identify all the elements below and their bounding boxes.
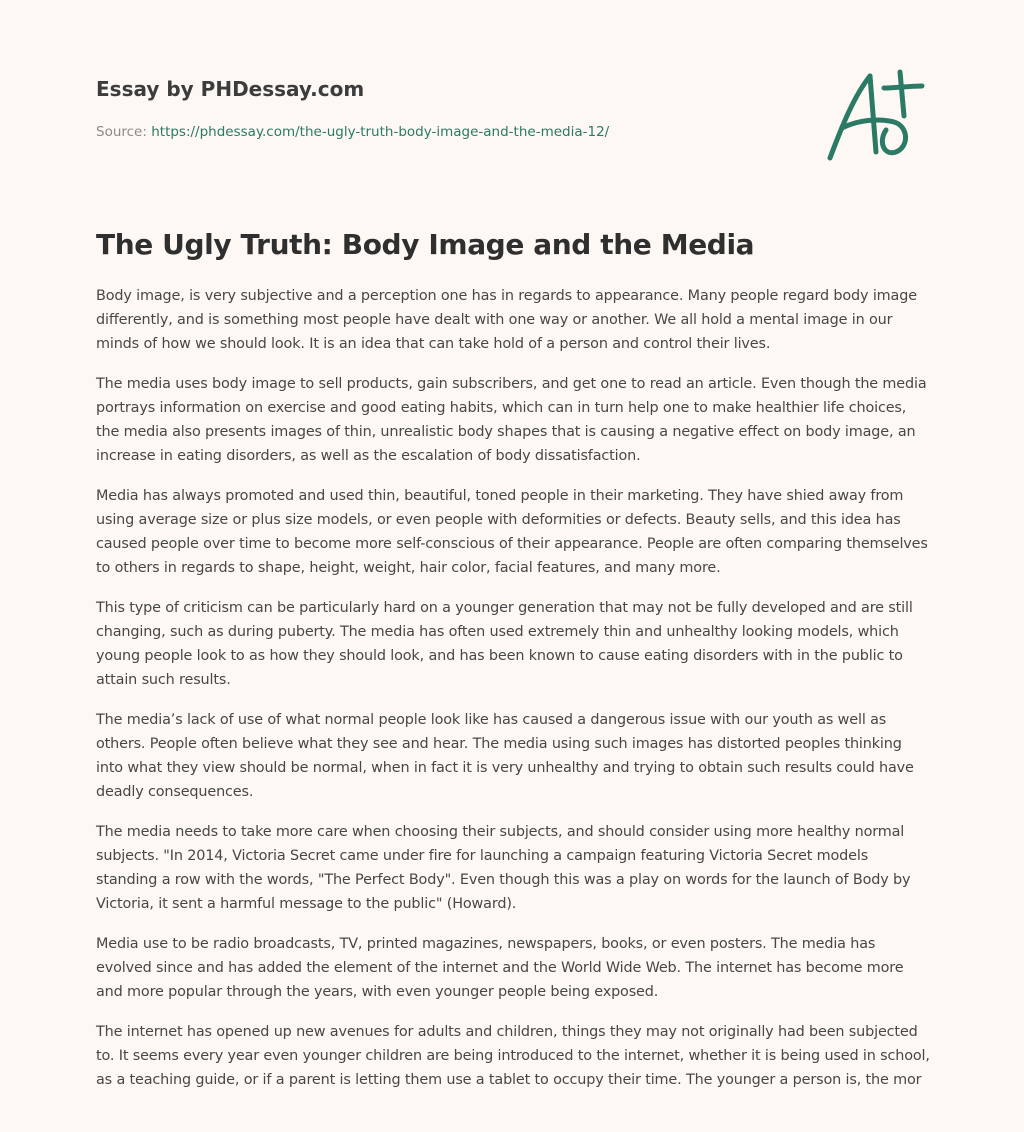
essay-paragraph: The media needs to take more care when choosing their subjects, and should consider using more healthy normal subjects. "In 2014, Victoria Secret came under fire for launching a campaign featuring Victoria Secret models standing a row with the words, "The Perfect Body". Even though this was a play on words for the launch of Body by Victoria, it sent a harmful message to the public" (Howard). <box>96 824 911 912</box>
source-line <box>96 122 796 142</box>
essay-body <box>96 284 930 1108</box>
a-plus-logo-icon <box>820 66 930 166</box>
essay-paragraph: The media uses body image to sell products, gain subscribers, and get one to read an article. Even though the media portrays information on exercise and good eating habits, which can in turn help one to make healthier life choices, the media also presents images of thin, unrealistic body shapes that is causing a negative effect on body image, an increase in eating disorders, as well as the escalation of body dissatisfaction. <box>96 376 927 464</box>
essay-paragraph: This type of criticism can be particularly hard on a younger generation that may not be fully developed and are still changing, such as during puberty. The media has often used extremely thin and unhealthy looking models, which young people look to as how they should look, and has been known to cause eating disorders with in the public to attain such results. <box>96 600 913 688</box>
essay-paragraph: Media has always promoted and used thin, beautiful, toned people in their marketing. They have shied away from using average size or plus size models, or even people with deformities or defects. Beauty sells, and this idea has caused people over time to become more self-conscious of their appearance. People are often comparing themselves to others in regards to shape, height, weight, hair color, facial features, and many more. <box>96 488 928 576</box>
source-link[interactable]: https://phdessay.com/the-ugly-truth-body-image-and-the-media-12/ <box>151 124 610 140</box>
essay-paragraph: Body image, is very subjective and a perception one has in regards to appearance. Many people regard body image differently, and is something most people have dealt with one way or another. We all hold a mental image in our minds of how we should look. It is an idea that can take hold of a person and control their lives. <box>96 288 917 352</box>
source-label: Source: <box>96 124 147 140</box>
essay-paragraph: Media use to be radio broadcasts, TV, printed magazines, newspapers, books, or even posters. The media has evolved since and has added the element of the internet and the World Wide Web. The internet has become more and more popular through the years, with even younger people being exposed. <box>96 936 904 1000</box>
site-title: Essay by PHDessay.com <box>96 77 365 101</box>
essay-title: The Ugly Truth: Body Image and the Media <box>96 228 755 261</box>
essay-paragraph: The media’s lack of use of what normal people look like has caused a dangerous issue with our youth as well as others. People often believe what they see and hear. The media using such images has distorted peoples thinking into what they view should be normal, when in fact it is very unhealthy and trying to obtain such results could have deadly consequences. <box>96 712 914 800</box>
header <box>96 74 796 142</box>
essay-paragraph: The internet has opened up new avenues for adults and children, things they may not originally had been subjected to. It seems every year even younger children are being introduced to the internet, whether it is being used in school, as a teaching guide, or if a parent is letting them use a tablet to occupy their time. The younger a person is, the mor <box>96 1024 930 1088</box>
